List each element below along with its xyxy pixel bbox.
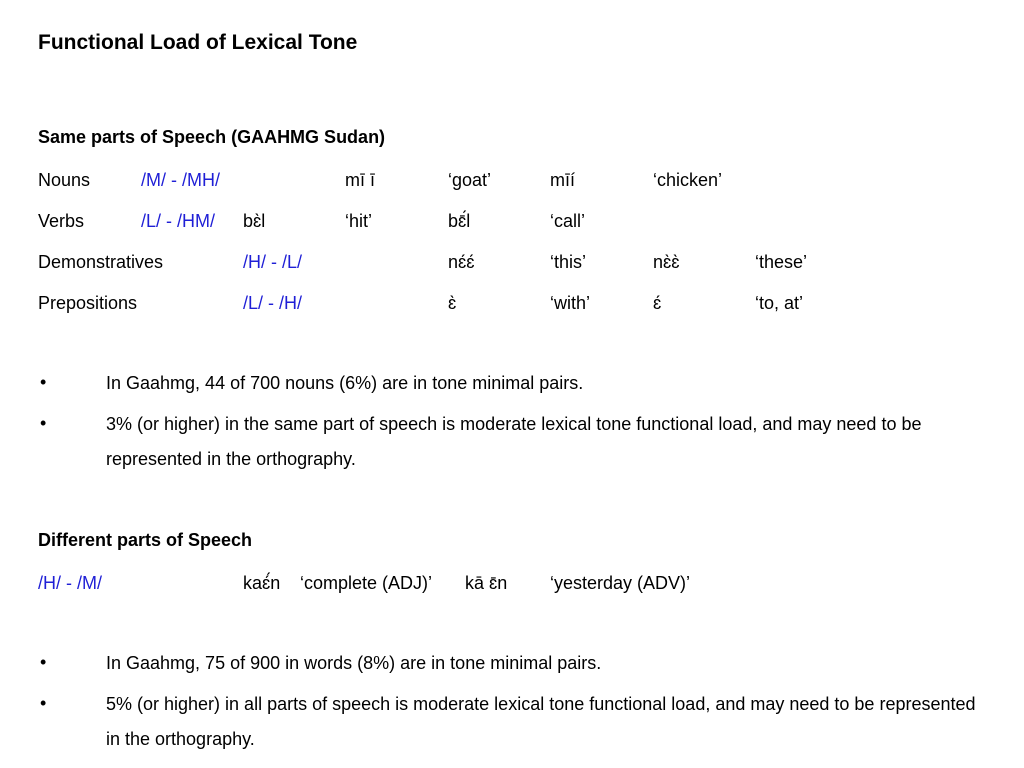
row-gloss1-different: ‘complete (ADJ)’: [300, 573, 433, 593]
row-word2-demonstratives: nɛ̀ɛ̀: [653, 252, 680, 272]
row-word1-demonstratives: nɛ́ɛ́: [448, 252, 475, 272]
row-gloss2-verbs: ‘call’: [550, 211, 586, 231]
row-gloss1-nouns: ‘goat’: [448, 170, 492, 190]
row-gloss1-verbs: ‘hit’: [345, 211, 373, 231]
page-title: Functional Load of Lexical Tone: [38, 31, 358, 54]
bullet-icon: •: [40, 413, 47, 433]
row-word2-different: kā ɛ̄n: [465, 573, 508, 593]
row-gloss1-prepositions: ‘with’: [550, 293, 591, 313]
bullet-icon: •: [40, 693, 47, 713]
bullet-icon: •: [40, 652, 47, 672]
bullet-text: In Gaahmg, 44 of 700 nouns (6%) are in tone minimal pairs.: [106, 373, 584, 393]
row-pattern-verbs: /L/ - /HM/: [141, 211, 216, 231]
row-pattern-nouns: /M/ - /MH/: [141, 170, 220, 190]
row-gloss2-different: ‘yesterday (ADV)’: [550, 573, 691, 593]
section-heading-different-pos: Different parts of Speech: [38, 530, 253, 550]
row-gloss2-prepositions: ‘to, at’: [755, 293, 804, 313]
row-gloss1-demonstratives: ‘this’: [550, 252, 587, 272]
bullet-text: 3% (or higher) in the same part of speech is moderate lexical tone functional load, and may need to be represented in the orthography.: [106, 414, 922, 469]
row-gloss2-demonstratives: ‘these’: [755, 252, 808, 272]
row-word2-nouns: mīí: [550, 170, 575, 190]
row-label-prepositions: Prepositions: [38, 293, 138, 313]
bullet-text: In Gaahmg, 75 of 900 in words (8%) are in tone minimal pairs.: [106, 653, 602, 673]
row-label-demonstratives: Demonstratives: [38, 252, 164, 272]
section-heading-same-pos: Same parts of Speech (GAAHMG Sudan): [38, 127, 386, 147]
row-word2-verbs: bɛ̄́l: [448, 211, 471, 231]
row-gloss2-nouns: ‘chicken’: [653, 170, 723, 190]
row-pattern-demonstratives: /H/ - /L/: [243, 252, 303, 272]
bullet-icon: •: [40, 372, 47, 392]
row-word1-nouns: mī ī: [345, 170, 375, 190]
row-word1-different: kaɛ́́n: [243, 573, 281, 593]
bullet-text: 5% (or higher) in all parts of speech is moderate lexical tone functional load, and may need to be represented in the orthography.: [106, 694, 976, 749]
row-word2-prepositions: ɛ́: [653, 293, 662, 313]
row-label-verbs: Verbs: [38, 211, 85, 231]
row-label-nouns: Nouns: [38, 170, 91, 190]
row-pattern-prepositions: /L/ - /H/: [243, 293, 303, 313]
row-pattern-different: /H/ - /M/: [38, 573, 102, 593]
row-word1-verbs: bɛ̀l: [243, 211, 266, 231]
row-word1-prepositions: ɛ̀: [448, 293, 457, 313]
